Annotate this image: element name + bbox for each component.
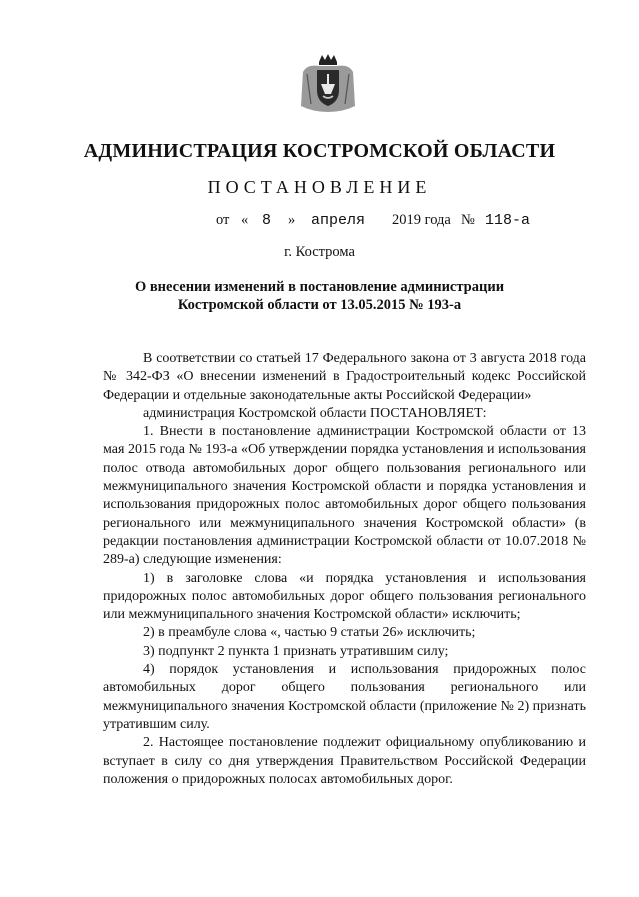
body-paragraph: 4) порядок установления и использования придорожных полос автомобильных дорог общего пользования регионального или межмуниципального значения Костромской области (приложение № 2) признать утратившим силу.: [103, 662, 586, 732]
body-paragraph: администрация Костромской области ПОСТАНОВЛЯЕТ:: [143, 405, 487, 421]
body-paragraph: В соответствии со статьей 17 Федерального закона от 3 августа 2018 года № 342-ФЗ «О внесении изменений в Градостроительный кодекс Российской Федерации и отдельные законодательные акты Российской Федерации»: [103, 351, 586, 403]
body-paragraph: 1. Внести в постановление администрации Костромской области от 13 мая 2015 года № 193-а «Об утверждении порядка установления и использования полос отвода автомобильных дорог общего пользования регионального или межмуниципального значения Костромской области и порядка установления и использования придорожных полос автомобильных дорог общего пользования регионального или межмуниципального значения Костромской области» (в редакции постановления администрации Костромской области от 10.07.2018 № 289-а) следующие изменения:: [103, 424, 586, 568]
city-name: г. Кострома: [284, 244, 355, 260]
document-type: ПОСТАНОВЛЕНИЕ: [207, 177, 432, 197]
document-number: 118-а: [485, 212, 531, 229]
date-day: 8: [262, 212, 272, 229]
coat-of-arms-emblem: [297, 52, 359, 114]
body-paragraph: 1) в заголовке слова «и порядка установления и использования придорожных полос автомобильных дорог общего пользования регионального или межмуниципального значения Костромской области» исключить;: [103, 570, 586, 623]
document-title: [0, 278, 639, 314]
title-line-2: Костромской области от 13.05.2015 № 193-а: [177, 297, 462, 313]
body-paragraph: 3) подпункт 2 пункта 1 признать утратившим силу;: [143, 643, 449, 659]
body-paragraph: 2) в преамбуле слова «, частью 9 статьи 26» исключить;: [143, 625, 476, 641]
date-year: 2019 года: [392, 212, 451, 228]
date-quote-open: «: [241, 212, 249, 228]
body-paragraph: 2. Настоящее постановление подлежит официальному опубликованию и вступает в силу со дня утверждения Правительством Российской Федерации положения о придорожных полосах автомобильных дорог.: [103, 735, 586, 787]
date-quote-close: »: [288, 212, 296, 228]
organization-name: АДМИНИСТРАЦИЯ КОСТРОМСКОЙ ОБЛАСТИ: [83, 140, 556, 162]
date-prefix: от: [216, 212, 230, 228]
number-sign: №: [461, 212, 475, 228]
title-line-1: О внесении изменений в постановление администрации: [134, 279, 505, 295]
date-month: апреля: [311, 212, 366, 229]
document-body: [103, 350, 586, 789]
